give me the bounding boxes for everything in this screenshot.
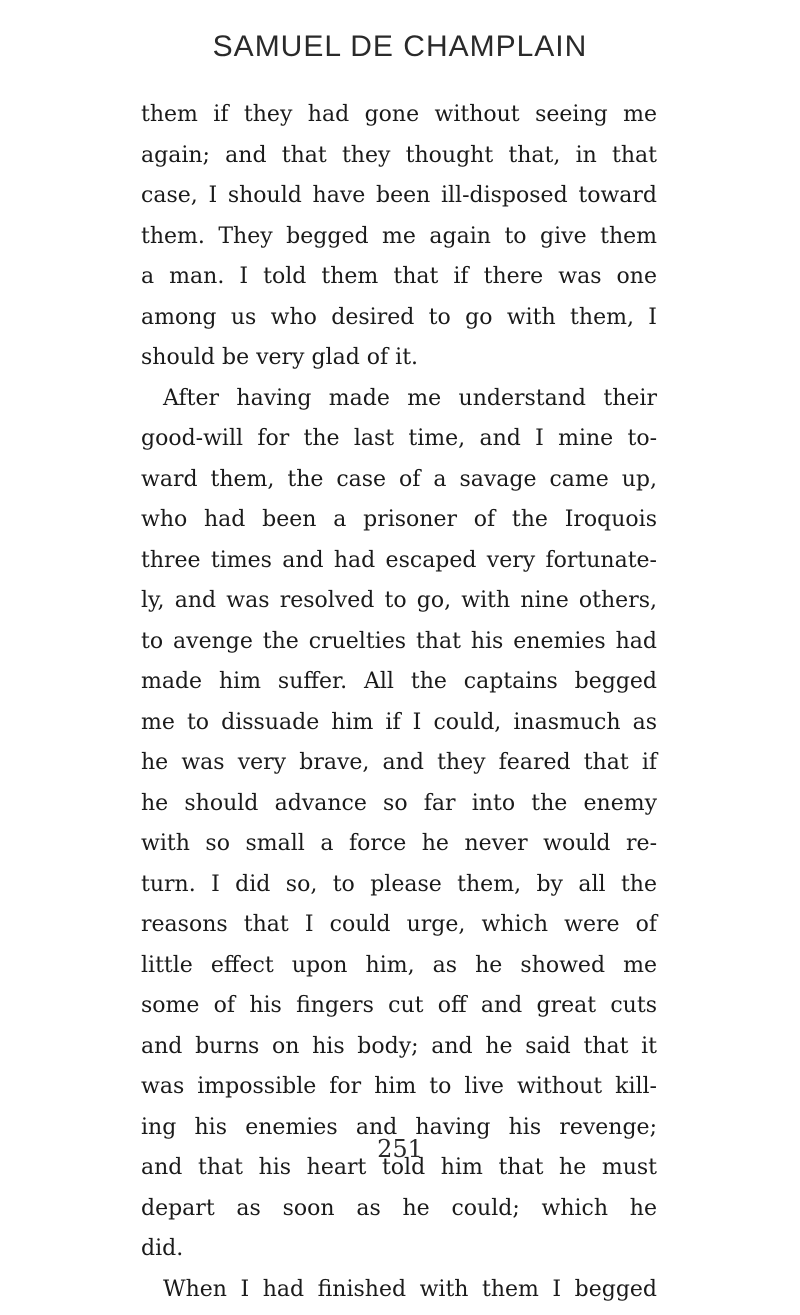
text-line: should be very glad of it. bbox=[141, 345, 419, 370]
text-line: me to dissuade him if I could, inasmuch as bbox=[141, 709, 657, 735]
text-line: After having made me understand their bbox=[163, 385, 657, 411]
page-number: 251 bbox=[377, 1135, 423, 1163]
text-line: and burns on his body; and he said that it bbox=[141, 1033, 657, 1059]
text-line: he was very brave, and they feared that if bbox=[141, 750, 657, 775]
text-line: to avenge the cruelties that his enemies had bbox=[141, 628, 657, 654]
text-line: case, I should have been ill-disposed toward bbox=[141, 183, 657, 208]
text-line: depart as soon as he could; which he bbox=[141, 1195, 657, 1221]
text-line: a man. I told them that if there was one bbox=[141, 264, 657, 289]
text-line: ward them, the case of a savage came up, bbox=[141, 466, 657, 492]
text-line: ly, and was resolved to go, with nine others, bbox=[141, 588, 657, 613]
text-line: with so small a force he never would re- bbox=[141, 831, 657, 856]
text-line: them if they had gone without seeing me bbox=[141, 102, 657, 127]
text-line: among us who desired to go with them, I bbox=[141, 304, 657, 330]
text-line: who had been a prisoner of the Iroquois bbox=[141, 507, 657, 532]
text-line: little effect upon him, as he showed me bbox=[141, 952, 657, 978]
text-line: reasons that I could urge, which were of bbox=[141, 912, 657, 937]
text-line: ing his enemies and having his revenge; bbox=[141, 1114, 657, 1140]
text-line: and that his heart told him that he must bbox=[141, 1155, 657, 1180]
text-line: again; and that they thought that, in that bbox=[141, 142, 657, 168]
text-line: them. They begged me again to give them bbox=[141, 223, 657, 249]
text-line: three times and had escaped very fortunate- bbox=[141, 547, 657, 573]
text-line: was impossible for him to live without kill- bbox=[141, 1074, 657, 1099]
text-line: When I had finished with them I begged bbox=[163, 1276, 657, 1302]
text-line: he should advance so far into the enemy bbox=[141, 790, 657, 816]
body-text bbox=[141, 95, 657, 1310]
text-line: made him suffer. All the captains begged bbox=[141, 669, 657, 694]
text-line: some of his fingers cut off and great cuts bbox=[141, 993, 657, 1018]
running-head: SAMUEL DE CHAMPLAIN bbox=[212, 30, 588, 63]
text-line: did. bbox=[141, 1236, 184, 1261]
text-line: good-will for the last time, and I mine to- bbox=[141, 426, 657, 451]
text-line: turn. I did so, to please them, by all the bbox=[141, 871, 657, 897]
